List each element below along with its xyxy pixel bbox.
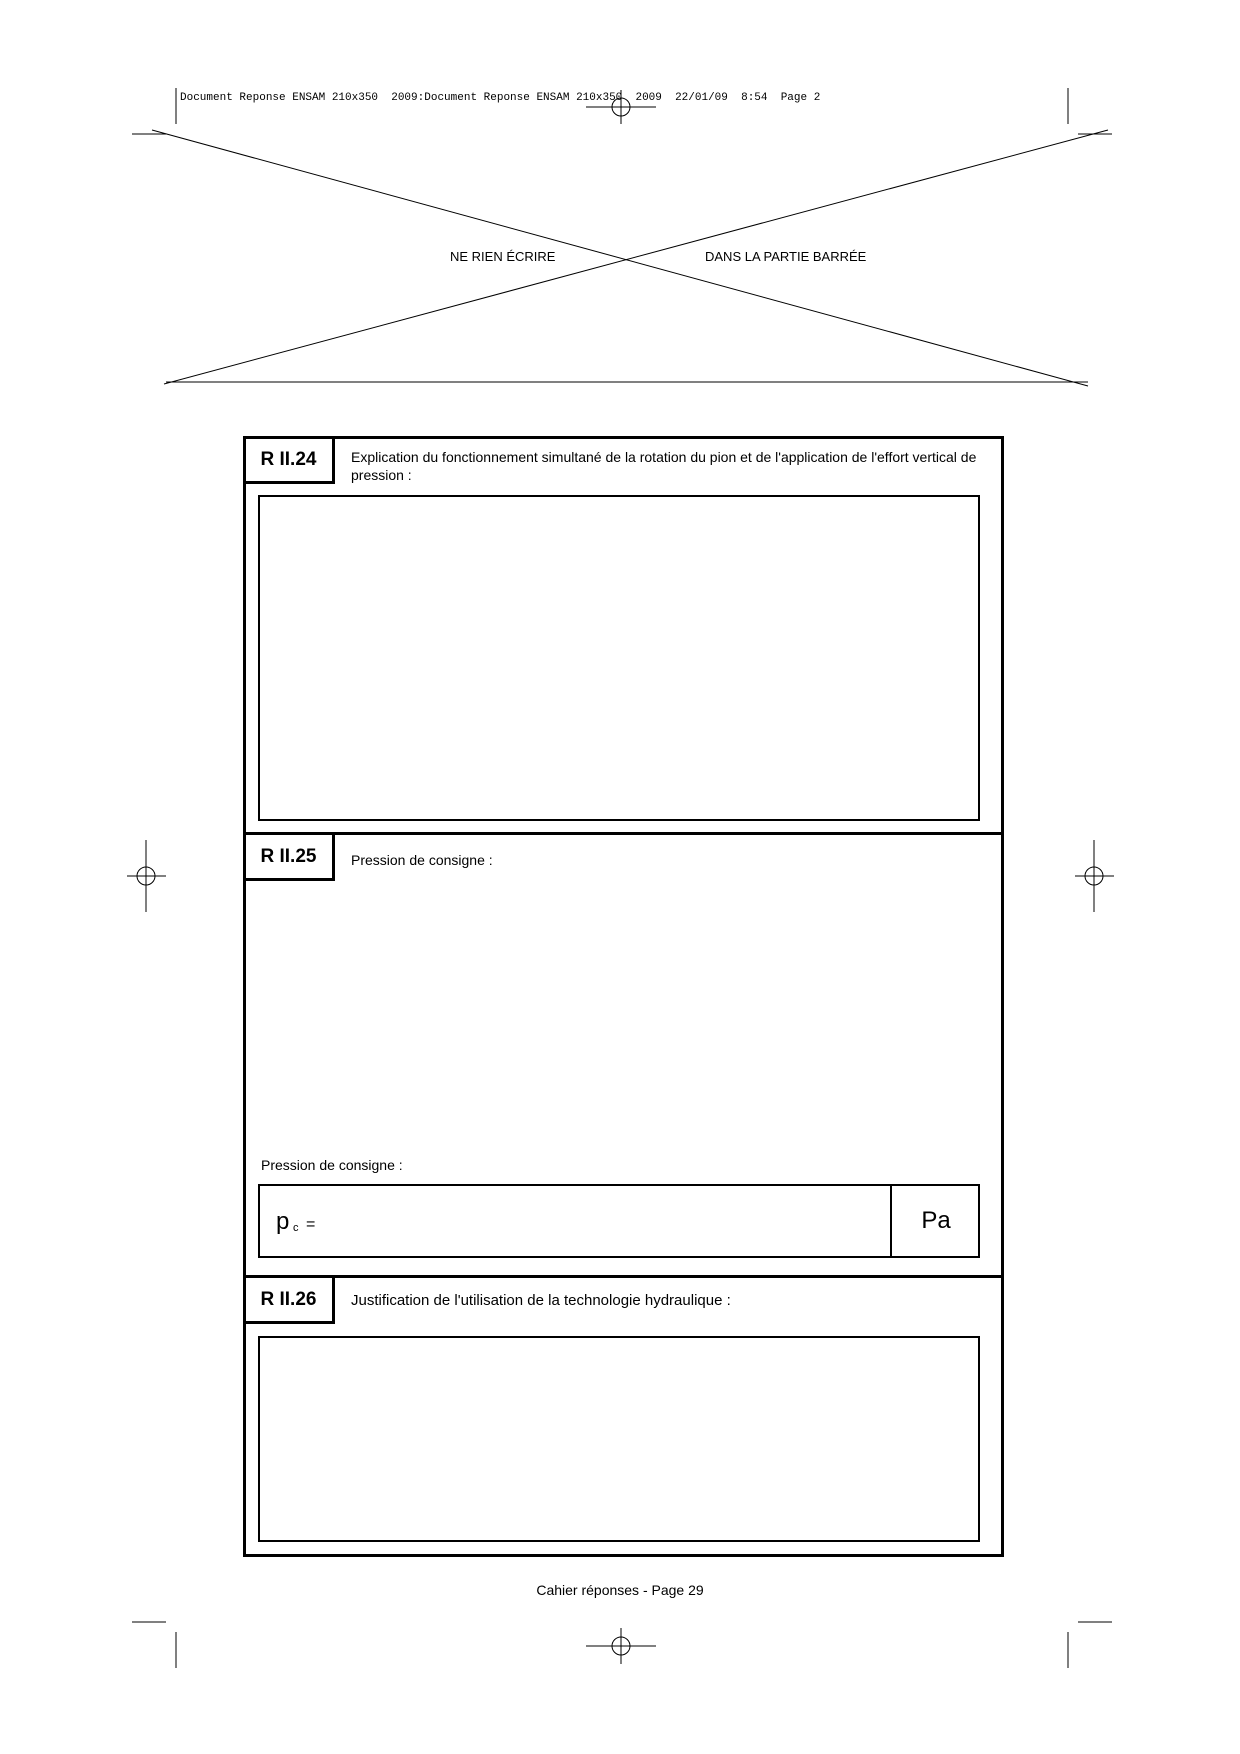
barred-zone-right-text: DANS LA PARTIE BARRÉE (705, 249, 867, 264)
answer-area[interactable] (258, 1336, 980, 1542)
formula-subscript: c (293, 1222, 299, 1234)
question-tag: R II.26 (245, 1278, 335, 1324)
print-header: Document Reponse ENSAM 210x350 2009:Document Reponse ENSAM 210x350 2009 22/01/09 8:54 Page 2 (180, 92, 821, 104)
result-field[interactable] (258, 1184, 980, 1258)
formula-symbol: p (276, 1208, 290, 1235)
question-r-ii-24 (245, 438, 1002, 832)
question-prompt: Justification de l'utilisation de la technologie hydraulique : (351, 1292, 731, 1309)
question-r-ii-26 (245, 1278, 1002, 1554)
result-label: Pression de consigne : (261, 1157, 403, 1173)
barred-zone-left-text: NE RIEN ÉCRIRE (450, 249, 556, 264)
question-prompt: Pression de consigne : (351, 852, 493, 868)
value-cell[interactable] (260, 1186, 892, 1256)
question-prompt: Explication du fonctionnement simultané de la rotation du pion et de l'application de l'effort vertical de pression : (351, 449, 977, 483)
answer-area[interactable] (258, 495, 980, 821)
page-footer: Cahier réponses - Page 29 (536, 1582, 704, 1598)
question-tag: R II.24 (245, 438, 335, 484)
formula-equals: = (306, 1216, 316, 1233)
question-tag: R II.25 (245, 835, 335, 881)
unit-cell: Pa (921, 1207, 951, 1234)
question-r-ii-25 (245, 835, 1002, 1275)
